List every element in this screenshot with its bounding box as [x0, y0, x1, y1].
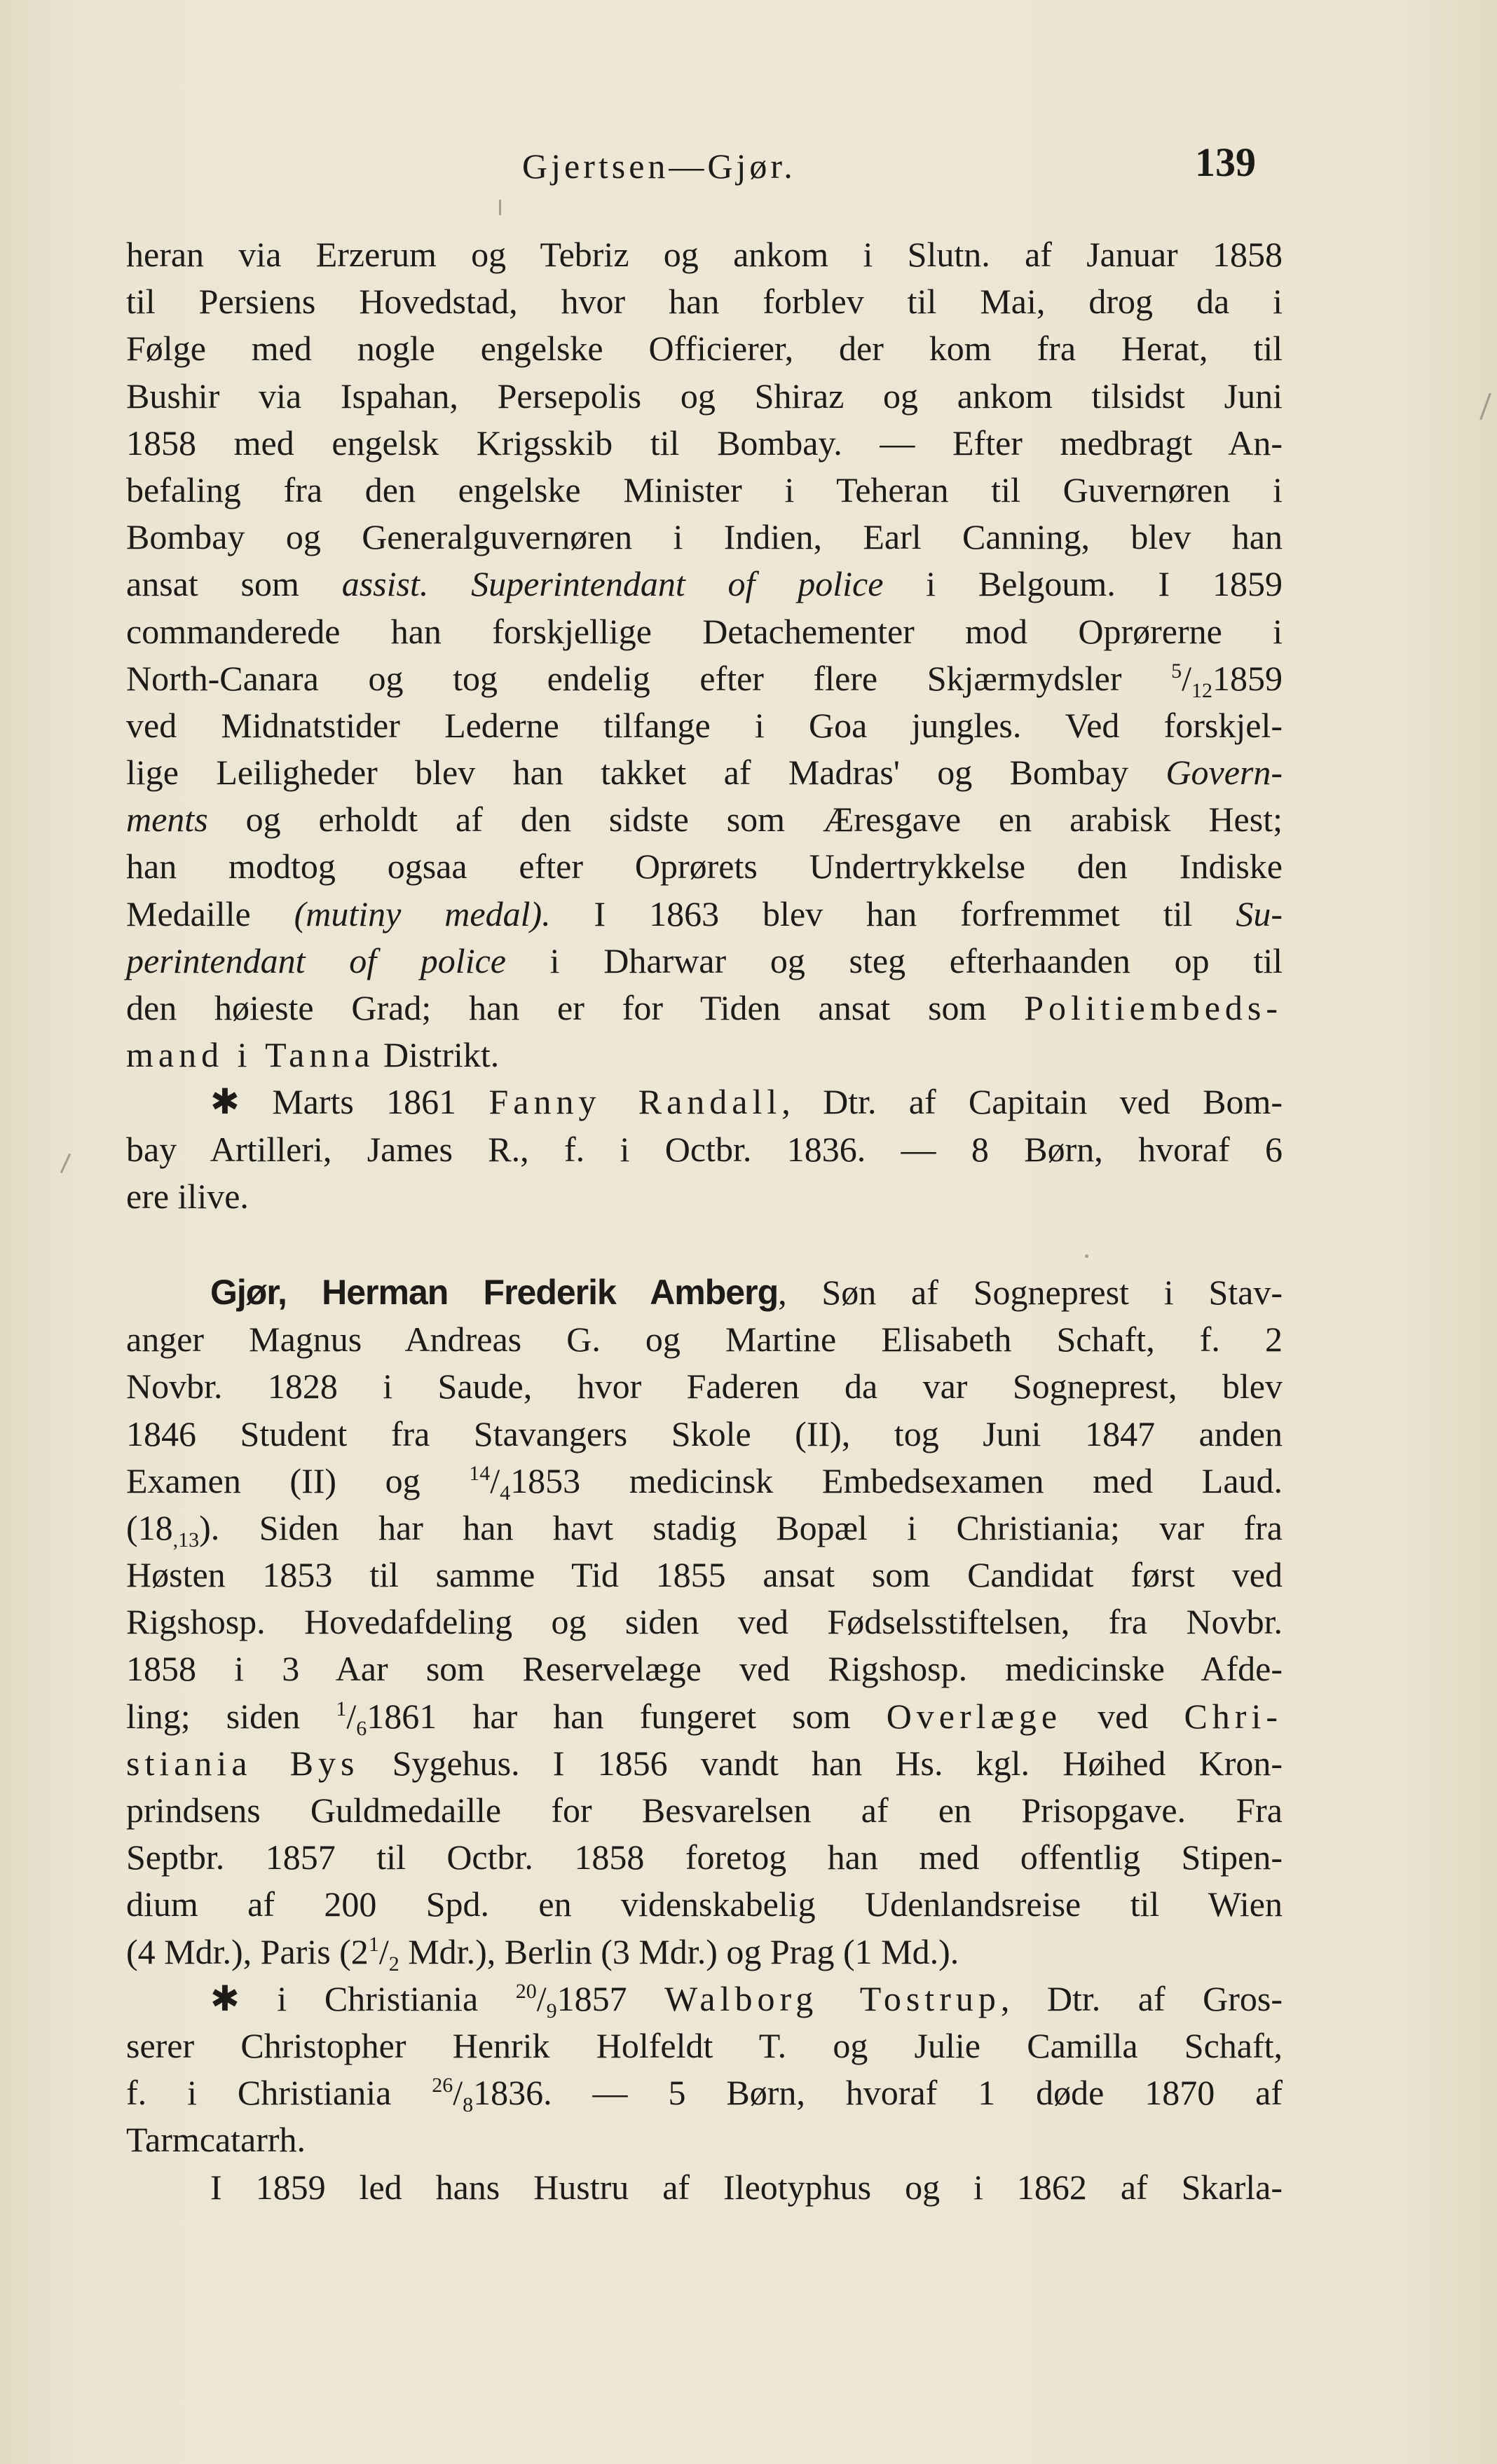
- fraction-slash: /: [490, 1460, 500, 1500]
- spaced-run: Fanny Randall: [488, 1082, 782, 1122]
- fraction-numerator: 5: [1171, 659, 1182, 683]
- text-run: i Dharwar og steg efterhaanden op til: [505, 940, 1283, 980]
- text-run: , Dtr. af Gros-: [1000, 1978, 1283, 2018]
- text-run: og erholdt af den sidste som Æresgave en arabisk Hest;: [207, 800, 1283, 840]
- italic-run: perintendant of police: [126, 940, 506, 980]
- text-line: [126, 514, 1283, 561]
- fraction-denominator: 9: [546, 1999, 557, 2022]
- text-line: [126, 796, 1283, 843]
- text-line: [126, 1929, 1283, 1976]
- fraction-slash: /: [378, 1931, 389, 1971]
- text-line: [126, 1173, 1283, 1220]
- text-line: [126, 608, 1283, 655]
- text-line: [126, 1976, 1283, 2022]
- text-run: lige Leiligheder blev han takket af Madras' og Bombay: [126, 753, 1166, 793]
- text-run: bay Artilleri, James R., f. i Octbr. 1836. — 8 Børn, hvoraf 6: [126, 1129, 1283, 1169]
- text-run: Høsten 1853 til samme Tid 1855 ansat som Candidat først ved: [126, 1555, 1283, 1595]
- text-line: [126, 325, 1283, 372]
- text-run: North-Canara og tog endelig efter flere Skjærmydsler: [126, 658, 1172, 698]
- running-head-title: Gjertsen—Gjør.: [522, 146, 796, 186]
- text-run: prindsens Guldmedaille for Besvarelsen af en Prisopgave. Fra: [126, 1791, 1283, 1830]
- text-run: , Søn af Sogneprest i Stav-: [778, 1272, 1283, 1312]
- text-run: Distrikt.: [374, 1035, 500, 1075]
- text-line: [126, 1740, 1283, 1787]
- text-line: [126, 2022, 1283, 2069]
- italic-run: (mutiny medal).: [294, 894, 551, 933]
- text-line: [126, 278, 1283, 325]
- text-run: ere ilive.: [126, 1176, 249, 1216]
- spaced-run: Chri-: [1184, 1696, 1283, 1736]
- text-line: [126, 1411, 1283, 1458]
- text-run: i Belgoum. I 1859: [883, 564, 1283, 604]
- fraction-slash: /: [1182, 658, 1191, 698]
- text-run: f. i Christiania: [126, 2073, 432, 2113]
- text-run: I 1863 blev han forfremmet til: [550, 894, 1236, 933]
- text-line: [126, 1126, 1283, 1173]
- text-line: [126, 231, 1283, 278]
- fraction-slash: /: [346, 1696, 357, 1736]
- fraction-numerator: 1: [368, 1932, 379, 1956]
- text-run: serer Christopher Henrik Holfeldt T. og Julie Camilla Schaft,: [126, 2025, 1283, 2065]
- spaced-run: Politiembeds-: [1024, 988, 1283, 1027]
- text-run: ling; siden: [126, 1696, 336, 1736]
- text-run: I 1859 led hans Hustru af Ileotyphus og i 1862 af Skarla-: [210, 2167, 1283, 2207]
- fraction-numerator: 14: [469, 1461, 491, 1485]
- text-run: 1846 Student fra Stavangers Skole (II), tog Juni 1847 anden: [126, 1414, 1283, 1453]
- fraction-slash: /: [453, 2073, 463, 2113]
- text-run: ✱ Marts 1861: [210, 1082, 489, 1122]
- text-run: Septbr. 1857 til Octbr. 1858 foretog han med offentlig Stipen-: [126, 1837, 1283, 1877]
- text-run: Følge med nogle engelske Officierer, der kom fra Herat, til: [126, 329, 1283, 369]
- text-run: Rigshosp. Hovedafdeling og siden ved Fødselsstiftelsen, fra Novbr.: [126, 1602, 1283, 1642]
- text-run: 1859: [1212, 658, 1283, 698]
- text-run: 1857: [556, 1978, 665, 2018]
- text-line: [126, 1693, 1283, 1740]
- text-line: [126, 843, 1283, 890]
- text-line: [126, 891, 1283, 938]
- text-run: 1853 medicinsk Embedsexamen med Laud.: [510, 1460, 1283, 1500]
- spaced-run: Overlæge: [886, 1696, 1062, 1736]
- text-line: [126, 1316, 1283, 1363]
- text-run: (18: [126, 1507, 173, 1547]
- text-line: [126, 655, 1283, 702]
- text-line: [126, 1599, 1283, 1645]
- running-head: [0, 139, 1497, 195]
- text-line: [126, 2116, 1283, 2163]
- text-run: han modtog ogsaa efter Oprørets Undertrykkelse den Indiske: [126, 847, 1283, 887]
- text-run: Bombay og Generalguvernøren i Indien, Earl Canning, blev han: [126, 517, 1283, 557]
- text-line: [126, 749, 1283, 796]
- spaced-run: stiania Bys: [126, 1743, 360, 1783]
- scan-mark: [1479, 393, 1491, 420]
- text-run: (4 Mdr.), Paris (2: [126, 1931, 369, 1971]
- text-run: 1858 i 3 Aar som Reservelæge ved Rigshosp. medicinske Afde-: [126, 1649, 1283, 1689]
- text-run: 1861 har han fungeret som: [367, 1696, 887, 1736]
- text-run: dium af 200 Spd. en videnskabelig Udenlandsreise til Wien: [126, 1884, 1283, 1924]
- text-run: ved: [1062, 1696, 1184, 1736]
- text-run: ansat som: [126, 564, 342, 604]
- text-run: til Persiens Hovedstad, hvor han forblev til Mai, drog da i: [126, 282, 1283, 322]
- text-run: heran via Erzerum og Tebriz og ankom i Slutn. af Januar 1858: [126, 235, 1283, 274]
- text-run: Sygehus. I 1856 vandt han Hs. kgl. Høihed Kron-: [359, 1743, 1283, 1783]
- page-number: 139: [1195, 139, 1256, 185]
- body-text: [126, 231, 1283, 2211]
- text-line: [126, 1269, 1283, 1316]
- text-line: [126, 985, 1283, 1032]
- italic-run: assist. Superintendant of police: [341, 564, 884, 604]
- text-run: ved Midnatstider Lederne tilfange i Goa jungles. Ved forskjel-: [126, 705, 1283, 745]
- subscript: ,13: [172, 1528, 200, 1552]
- text-run: Tarmcatarrh.: [126, 2120, 306, 2160]
- text-line: [126, 1505, 1283, 1552]
- italic-run: ments: [126, 800, 208, 840]
- italic-run: Su-: [1236, 894, 1283, 933]
- text-run: Medaille: [126, 894, 294, 933]
- spaced-run: mand i Tanna: [126, 1035, 375, 1075]
- scan-mark: [499, 200, 501, 215]
- text-line: [126, 1458, 1283, 1505]
- text-run: , Dtr. af Capitain ved Bom-: [781, 1082, 1283, 1122]
- fraction-numerator: 1: [336, 1697, 347, 1720]
- text-line: [126, 2164, 1283, 2211]
- text-run: Bushir via Ispahan, Persepolis og Shiraz og ankom tilsidst Juni: [126, 376, 1283, 416]
- text-run: befaling fra den engelske Minister i Teheran til Guvernøren i: [126, 470, 1283, 509]
- text-run: commanderede han forskjellige Detachementer mod Oprørerne i: [126, 611, 1283, 651]
- text-line: [126, 938, 1283, 985]
- text-run: den høieste Grad; han er for Tiden ansat som: [126, 988, 1025, 1027]
- text-line: [126, 1787, 1283, 1834]
- text-line: [126, 1363, 1283, 1410]
- text-line: [126, 1834, 1283, 1881]
- text-line: [126, 2069, 1283, 2116]
- fraction-denominator: 2: [388, 1952, 399, 1976]
- fraction-denominator: 8: [463, 2093, 474, 2117]
- text-line: [126, 1552, 1283, 1599]
- entry-heading: Gjør, Herman Frederik Amberg: [210, 1272, 779, 1312]
- fraction-denominator: 12: [1191, 678, 1212, 702]
- fraction-numerator: 26: [432, 2074, 453, 2097]
- italic-run: Govern-: [1166, 753, 1283, 793]
- text-run: ). Siden har han havt stadig Bopæl i Christiania; var fra: [199, 1507, 1283, 1547]
- text-run: Novbr. 1828 i Saude, hvor Faderen da var Sogneprest, blev: [126, 1367, 1283, 1406]
- entry-separator: [126, 1220, 1283, 1269]
- text-line: [126, 561, 1283, 608]
- spaced-run: Walborg Tostrup: [664, 1978, 1001, 2018]
- text-line: [126, 702, 1283, 749]
- text-line: [126, 1645, 1283, 1692]
- text-line: [126, 467, 1283, 514]
- text-line: [126, 1079, 1283, 1125]
- text-run: Examen (II) og: [126, 1460, 470, 1500]
- fraction-denominator: 4: [500, 1481, 511, 1505]
- text-run: ✱ i Christiania: [210, 1978, 516, 2018]
- text-run: anger Magnus Andreas G. og Martine Elisabeth Schaft, f. 2: [126, 1320, 1283, 1360]
- fraction-denominator: 6: [356, 1716, 367, 1740]
- text-line: [126, 420, 1283, 467]
- text-line: [126, 1881, 1283, 1928]
- text-line: [126, 1032, 1283, 1079]
- scan-mark: [60, 1154, 71, 1173]
- text-line: [126, 373, 1283, 420]
- fraction-numerator: 20: [515, 1979, 537, 2003]
- fraction-slash: /: [536, 1978, 547, 2018]
- text-run: 1836. — 5 Børn, hvoraf 1 døde 1870 af: [473, 2073, 1283, 2113]
- text-run: Mdr.), Berlin (3 Mdr.) og Prag (1 Md.).: [399, 1931, 959, 1971]
- text-run: 1858 med engelsk Krigsskib til Bombay. — Efter medbragt An-: [126, 423, 1283, 463]
